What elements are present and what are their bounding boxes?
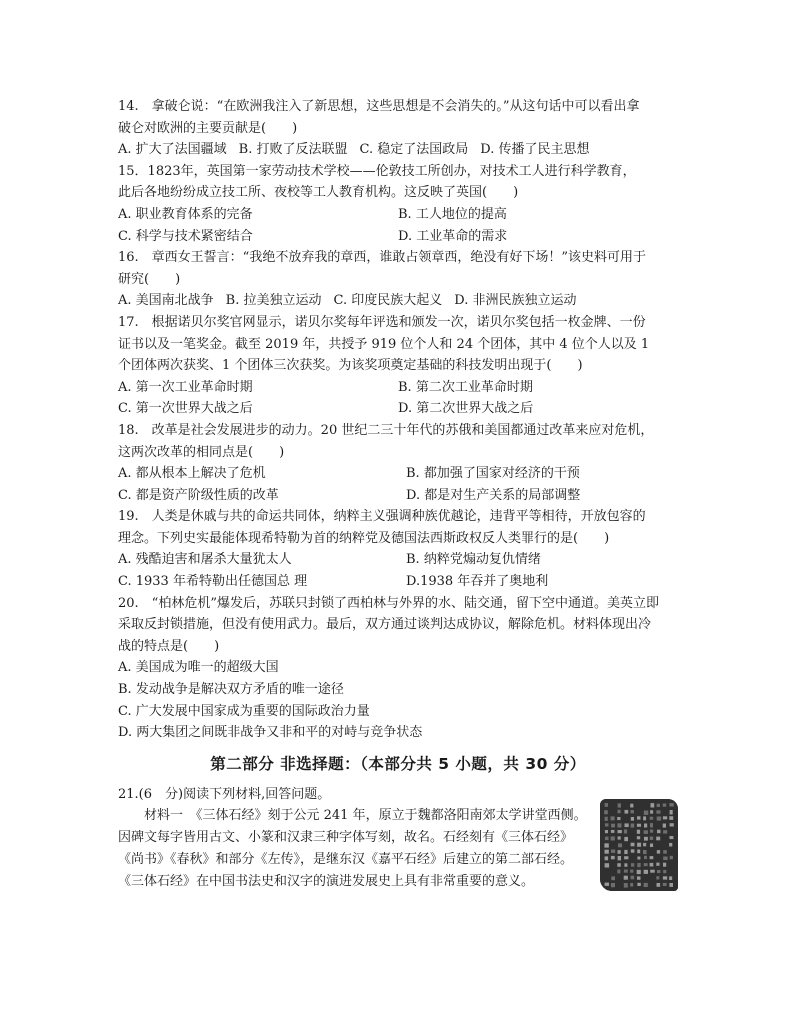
- option-b: B. 工人地位的提高: [398, 206, 507, 222]
- engraved-glyph-mark: [611, 824, 615, 828]
- exam-content: [118, 96, 678, 893]
- question-14: [118, 96, 678, 161]
- engraved-glyph-mark: [604, 844, 608, 848]
- option-d: D. 传播了民主思想: [480, 142, 590, 158]
- engraved-glyph-mark: [624, 876, 628, 880]
- engraved-glyph-mark: [644, 837, 648, 841]
- question-stem-line: 战的特点是( ): [118, 638, 220, 654]
- question-17: [118, 312, 678, 420]
- engraved-glyph-mark: [669, 843, 672, 847]
- option-a: A. 残酷迫害和屠杀大量犹太人: [118, 552, 292, 568]
- option-b: B. 打败了反法联盟: [238, 142, 348, 158]
- engraved-glyph-mark: [644, 856, 647, 859]
- question-stem-line: 此后各地纷纷成立技工所、夜校等工人教育机构。这反映了英国( ): [118, 185, 519, 201]
- engraved-glyph-mark: [643, 817, 646, 821]
- engraved-glyph-mark: [631, 843, 635, 847]
- engraved-glyph-mark: [605, 883, 609, 886]
- engraved-glyph-mark: [637, 870, 641, 874]
- engraved-glyph-mark: [669, 804, 673, 807]
- engraved-glyph-mark: [637, 877, 641, 880]
- engraved-glyph-mark: [644, 811, 649, 815]
- engraved-glyph-mark: [624, 837, 628, 841]
- option-c: C. 科学与技术紧密结合: [118, 228, 253, 244]
- option-a: A. 职业教育体系的完备: [118, 206, 253, 222]
- engraved-glyph-mark: [651, 804, 655, 808]
- engraved-glyph-mark: [670, 856, 673, 860]
- material-one: [118, 805, 678, 893]
- question-stem-line: 14. 拿破仑说：“在欧洲我注入了新思想，这些思想是不会消失的。”从这句话中可以看出拿: [118, 99, 640, 114]
- engraved-glyph-mark: [650, 830, 653, 833]
- engraved-glyph-mark: [605, 824, 609, 827]
- engraved-glyph-mark: [657, 870, 660, 873]
- engraved-glyph-mark: [625, 810, 629, 814]
- engraved-glyph-mark: [650, 817, 654, 820]
- engraved-glyph-mark: [605, 837, 609, 841]
- question-stem-line: 这两次改革的相同点是( ): [118, 444, 285, 460]
- question-stem-line: 18. 改革是社会发展进步的动力。20 世纪二三十年代的苏俄和美国都通过改革来应对危机，: [118, 422, 654, 438]
- engraved-glyph-mark: [617, 864, 621, 868]
- question-stem-line: 采取反封锁措施，但没有使用武力。最后，双方通过谈判达成协议，解除危机。材料体现出冷: [118, 617, 652, 633]
- question-stem-line: 破仑对欧洲的主要贡献是( ): [118, 120, 298, 136]
- engraved-glyph-mark: [605, 830, 608, 833]
- question-options: [118, 139, 678, 161]
- option-a: A. 都从根本上解决了危机: [118, 466, 266, 482]
- question-options: [118, 549, 678, 571]
- engraved-glyph-mark: [669, 883, 673, 887]
- option-d: D. 工业革命的需求: [398, 228, 508, 244]
- engraved-glyph-mark: [631, 817, 634, 821]
- question-20: [118, 593, 678, 744]
- option-a: A. 美国南北战争: [118, 293, 214, 309]
- engraved-glyph-mark: [605, 817, 608, 821]
- engraved-glyph-mark: [605, 804, 608, 808]
- engraved-glyph-mark: [617, 870, 620, 874]
- option-b: B. 第二次工业革命时期: [398, 379, 533, 395]
- engraved-glyph-mark: [644, 864, 648, 867]
- engraved-glyph-mark: [644, 831, 648, 835]
- question-21: [118, 784, 678, 894]
- engraved-glyph-mark: [644, 883, 648, 887]
- engraved-glyph-mark: [630, 804, 633, 808]
- engraved-glyph-mark: [670, 810, 673, 815]
- engraved-glyph-mark: [637, 883, 640, 886]
- engraved-glyph-mark: [637, 843, 641, 847]
- option-c: C. 第一次世界大战之后: [118, 401, 253, 417]
- stone-tablet-texture: [600, 799, 678, 891]
- engraved-glyph-mark: [624, 830, 627, 834]
- engraved-glyph-mark: [643, 843, 646, 846]
- question-15: [118, 161, 678, 247]
- engraved-glyph-mark: [631, 876, 635, 880]
- engraved-glyph-mark: [611, 883, 615, 887]
- option-c: C. 广大发展中国家成为重要的国际政治力量: [118, 703, 370, 719]
- question-16: [118, 247, 678, 312]
- engraved-glyph-mark: [663, 857, 667, 861]
- question-options: [118, 377, 678, 399]
- question-options: [118, 204, 678, 226]
- question-stem-line: 17. 根据诺贝尔奖官网显示，诺贝尔奖每年评选和颁发一次，诺贝尔奖包括一枚金牌、一份: [118, 314, 646, 330]
- engraved-glyph-mark: [650, 837, 654, 840]
- engraved-glyph-mark: [656, 837, 660, 841]
- engraved-glyph-mark: [670, 836, 674, 839]
- question-options: [118, 463, 678, 485]
- engraved-glyph-mark: [657, 830, 661, 834]
- engraved-glyph-mark: [669, 817, 673, 821]
- engraved-glyph-mark: [650, 824, 653, 828]
- engraved-glyph-mark: [637, 824, 641, 827]
- engraved-glyph-mark: [644, 824, 647, 828]
- engraved-glyph-mark: [631, 810, 634, 813]
- question-18: [118, 420, 678, 506]
- question-stem-line: 19. 人类是休戚与共的命运共同体，纳粹主义强调种族优越论，违背平等相待，开放包容的: [118, 509, 646, 525]
- question-stem-line: 个团体两次获奖、1 个团体三次获奖。为该奖项奠定基础的科技发明出现于( ): [118, 358, 583, 374]
- engraved-glyph-mark: [611, 817, 615, 821]
- option-a: A. 第一次工业革命时期: [118, 379, 253, 395]
- question-stem-line: 研究( ): [118, 271, 181, 287]
- engraved-glyph-mark: [644, 870, 648, 874]
- engraved-glyph-mark: [656, 863, 659, 866]
- option-b: B. 都加强了国家对经济的干预: [406, 466, 580, 482]
- option-d: D. 第二次世界大战之后: [398, 401, 534, 417]
- option-c: C. 都是资产阶级性质的改革: [118, 487, 279, 503]
- engraved-glyph-mark: [657, 817, 661, 821]
- engraved-glyph-mark: [663, 851, 667, 855]
- engraved-glyph-mark: [618, 856, 621, 860]
- engraved-glyph-mark: [631, 850, 635, 853]
- engraved-glyph-mark: [663, 824, 666, 828]
- engraved-glyph-mark: [611, 877, 615, 881]
- option-d: D.1938 年吞并了奥地利: [406, 574, 549, 590]
- engraved-glyph-mark: [670, 824, 674, 827]
- engraved-glyph-mark: [611, 850, 615, 853]
- question-options: [118, 290, 678, 312]
- option-a: A. 美国成为唯一的超级大国: [118, 660, 279, 676]
- option-b: B. 纳粹党煽动复仇情绪: [406, 552, 541, 568]
- question-stem-line: 15．1823年，英国第一家劳动技术学校——伦敦技工所创办，对技术工人进行科学教育，: [118, 163, 636, 179]
- engraved-glyph-mark: [624, 857, 628, 860]
- engraved-glyph-mark: [657, 851, 660, 855]
- engraved-glyph-mark: [630, 870, 633, 873]
- engraved-glyph-mark: [625, 824, 629, 828]
- engraved-glyph-mark: [618, 837, 621, 840]
- option-c: C. 1933 年希特勒出任德国总 理: [118, 574, 308, 590]
- engraved-glyph-mark: [611, 856, 615, 859]
- engraved-glyph-mark: [637, 857, 640, 860]
- engraved-glyph-mark: [618, 844, 622, 848]
- engraved-glyph-mark: [663, 863, 666, 867]
- engraved-glyph-mark: [624, 850, 627, 854]
- question-stem-line: 证书以及一笔奖金。截至 2019 年，共授予 919 位个人和 24 个团体，其中 4 位个人以及 1: [118, 336, 650, 352]
- engraved-glyph-mark: [604, 811, 608, 815]
- stone-tablet-image: [600, 799, 678, 891]
- engraved-glyph-mark: [618, 830, 622, 833]
- engraved-glyph-mark: [611, 830, 615, 833]
- engraved-glyph-mark: [656, 811, 660, 814]
- engraved-glyph-mark: [637, 850, 640, 854]
- engraved-glyph-mark: [650, 811, 653, 815]
- question-options: [118, 571, 678, 593]
- engraved-glyph-mark: [624, 870, 628, 873]
- engraved-glyph-mark: [624, 864, 627, 868]
- engraved-glyph-mark: [650, 844, 653, 848]
- question-stem-line: 理念。下列史实最能体现希特勒为首的纳粹党及德国法西斯政权反人类罪行的是( ): [118, 530, 610, 546]
- engraved-glyph-mark: [637, 830, 640, 834]
- engraved-glyph-mark: [624, 884, 628, 889]
- option-d: D. 非洲民族独立运动: [454, 293, 577, 309]
- engraved-glyph-mark: [657, 804, 660, 807]
- engraved-glyph-mark: [663, 883, 667, 886]
- engraved-glyph-mark: [631, 864, 634, 868]
- section-2-title: 第二部分 非选择题：（本部分共 5 小题，共 30 分）: [210, 754, 586, 773]
- engraved-glyph-mark: [631, 824, 635, 828]
- engraved-glyph-mark: [637, 817, 641, 820]
- question-stem-line: 16. 章西女王誓言：“我绝不放弃我的章西，谁敢占领章西，绝没有好下场！”该史料可用于: [118, 250, 646, 266]
- engraved-glyph-mark: [611, 837, 615, 841]
- engraved-glyph-mark: [605, 850, 609, 854]
- engraved-glyph-mark: [650, 857, 654, 860]
- engraved-glyph-mark: [618, 804, 621, 808]
- engraved-glyph-mark: [618, 810, 621, 814]
- engraved-glyph-mark: [643, 850, 647, 854]
- question-options: [118, 226, 678, 248]
- option-a: A. 扩大了法国疆域: [118, 142, 227, 158]
- engraved-glyph-mark: [650, 863, 654, 867]
- option-c: C. 稳定了法国政局: [359, 142, 469, 158]
- engraved-glyph-mark: [663, 804, 667, 807]
- option-d: D. 两大集团之间既非战争又非和平的对峙与竞争状态: [118, 725, 423, 741]
- option-c: C. 印度民族大起义: [333, 293, 443, 309]
- option-b: B. 拉美独立运动: [225, 293, 322, 309]
- option-d: D. 都是对生产关系的局部调整: [406, 487, 581, 503]
- engraved-glyph-mark: [617, 824, 621, 828]
- engraved-glyph-mark: [618, 851, 621, 855]
- engraved-glyph-mark: [656, 877, 659, 880]
- engraved-glyph-mark: [605, 857, 609, 861]
- engraved-glyph-mark: [637, 837, 640, 840]
- engraved-glyph-mark: [663, 877, 667, 880]
- engraved-glyph-mark: [663, 870, 666, 873]
- engraved-glyph-mark: [617, 817, 620, 820]
- question-21-head: 21.(6 分)阅读下列材料,回答问题。: [118, 786, 331, 802]
- engraved-glyph-mark: [637, 863, 640, 867]
- question-19: [118, 506, 678, 592]
- engraved-glyph-mark: [663, 831, 667, 834]
- engraved-glyph-mark: [630, 883, 633, 887]
- question-options: [118, 398, 678, 420]
- engraved-glyph-mark: [605, 864, 610, 868]
- engraved-glyph-mark: [663, 817, 667, 820]
- option-b: B. 发动战争是解决双方矛盾的唯一途径: [118, 682, 344, 698]
- engraved-glyph-mark: [650, 870, 655, 873]
- engraved-glyph-mark: [657, 883, 661, 887]
- engraved-glyph-mark: [669, 877, 672, 881]
- question-stem-line: 20. “柏林危机”爆发后，苏联只封锁了西柏林与外界的水、陆交通，留下空中通道。美英立即: [118, 595, 659, 611]
- question-options: [118, 485, 678, 507]
- material-one-text: 材料一 《三体石经》刻于公元 241 年，原立于魏都洛阳南郊太学讲堂西侧。因碑文每字皆用古文、小篆和汉隶三种字体写刻，故名。石经刻有《三体石经》《尚书》《春秋》和部分《左传》，是继东汉《嘉平石经》后建立的第二部石经。《三体石经》在中国书法史和汉字的演进发展史上具有非常重要的意义。: [118, 808, 587, 890]
